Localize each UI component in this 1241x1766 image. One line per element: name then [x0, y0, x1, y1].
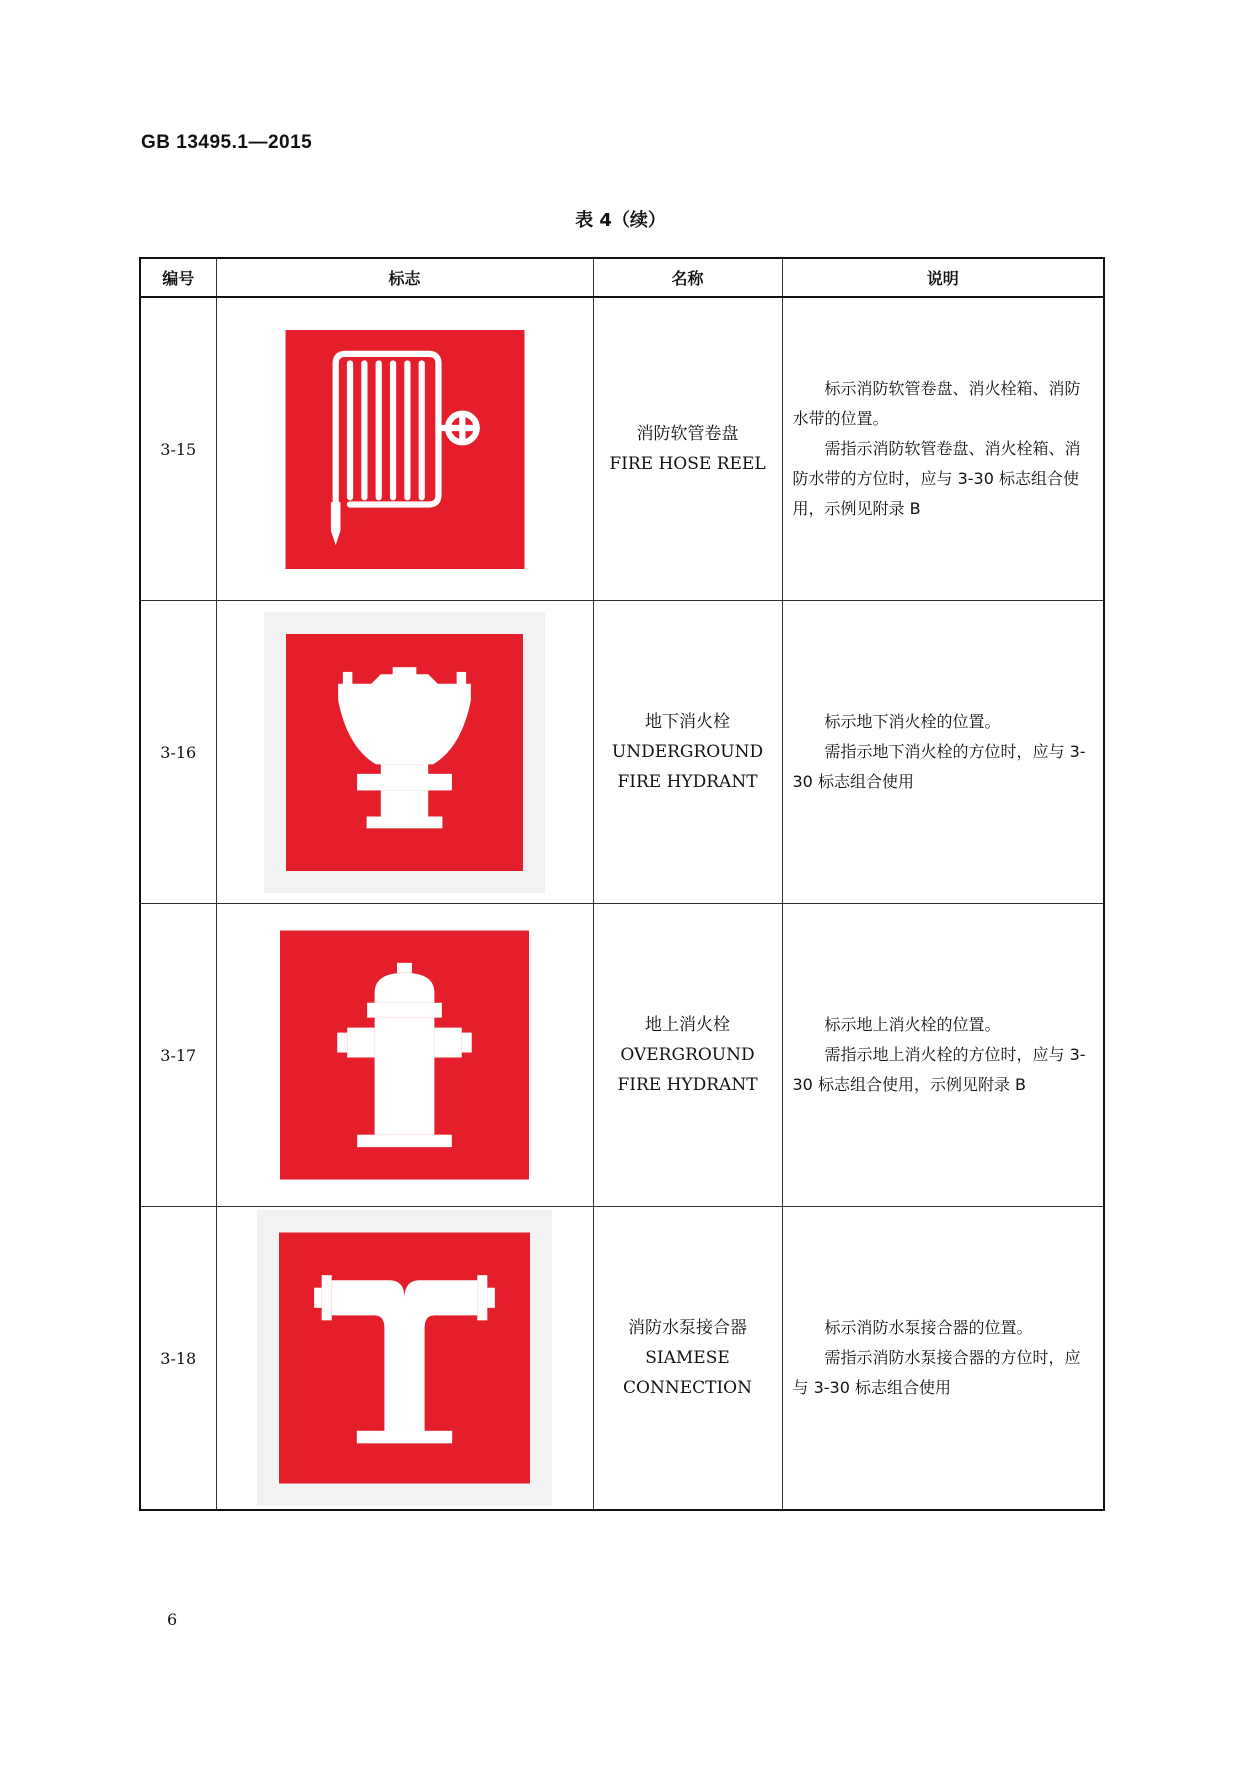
sign-code: 3-15	[140, 297, 216, 601]
sign-name-en: CONNECTION	[623, 1378, 752, 1398]
table-title: 表 4（续）	[575, 210, 666, 231]
sign-description	[782, 904, 1104, 1207]
sign-name-en: FIRE HYDRANT	[617, 1075, 758, 1095]
sign-name-cn: 消防水泵接合器	[628, 1318, 747, 1338]
sign-description	[782, 601, 1104, 904]
sign-name-cn: 地上消火栓	[645, 1015, 730, 1035]
column-header-sign: 标志	[216, 258, 593, 297]
sign-cell	[216, 297, 593, 601]
sign-name	[593, 297, 782, 601]
sign-name-cn: 消防软管卷盘	[636, 424, 739, 444]
sign-name-en: OVERGROUND	[620, 1045, 755, 1065]
sign-name-en: FIRE HOSE REEL	[609, 454, 766, 474]
sign-cell	[216, 601, 593, 904]
sign-cell	[216, 1207, 593, 1511]
standard-id: GB 13495.1—2015	[141, 132, 313, 153]
sign-code: 3-18	[140, 1207, 216, 1511]
overground-fire-hydrant-icon	[280, 929, 529, 1181]
description-line: 标示地上消火栓的位置。	[824, 1015, 1001, 1034]
column-header-code: 编号	[140, 258, 216, 297]
description-line: 标示地下消火栓的位置。	[824, 712, 1001, 731]
fire-hose-reel-icon	[285, 330, 525, 569]
fire-signs-table	[139, 257, 1105, 1511]
description-line: 需指示地下消火栓的方位时，应与 3-30 标志组合使用	[792, 742, 1086, 791]
siamese-connection-icon	[279, 1232, 530, 1484]
description-line: 需指示消防水泵接合器的方位时，应与 3-30 标志组合使用	[792, 1348, 1081, 1397]
underground-fire-hydrant-icon	[286, 634, 523, 871]
column-header-name: 名称	[593, 258, 782, 297]
sign-name-cn: 地下消火栓	[645, 712, 730, 732]
sign-code: 3-17	[140, 904, 216, 1207]
description-line: 需指示地上消火栓的方位时，应与 3-30 标志组合使用，示例见附录 B	[792, 1045, 1086, 1094]
sign-description	[782, 297, 1104, 601]
sign-description	[782, 1207, 1104, 1511]
description-line: 需指示消防软管卷盘、消火栓箱、消防水带的方位时，应与 3-30 标志组合使用，示例见附录 B	[792, 439, 1081, 518]
sign-name	[593, 601, 782, 904]
table-header-row	[140, 258, 1104, 297]
description-line: 标示消防水泵接合器的位置。	[824, 1318, 1033, 1337]
column-header-description: 说明	[782, 258, 1104, 297]
table-row	[140, 601, 1104, 904]
sign-code: 3-16	[140, 601, 216, 904]
sign-name-en: UNDERGROUND	[611, 742, 764, 762]
sign-name-en: FIRE HYDRANT	[617, 772, 758, 792]
sign-cell	[216, 904, 593, 1207]
description-line: 标示消防软管卷盘、消火栓箱、消防水带的位置。	[792, 379, 1081, 428]
sign-name-en: SIAMESE	[645, 1348, 730, 1368]
table-row	[140, 904, 1104, 1207]
table-row	[140, 1207, 1104, 1511]
page-number: 6	[167, 1610, 178, 1629]
sign-name	[593, 904, 782, 1207]
sign-name	[593, 1207, 782, 1511]
table-row	[140, 297, 1104, 601]
